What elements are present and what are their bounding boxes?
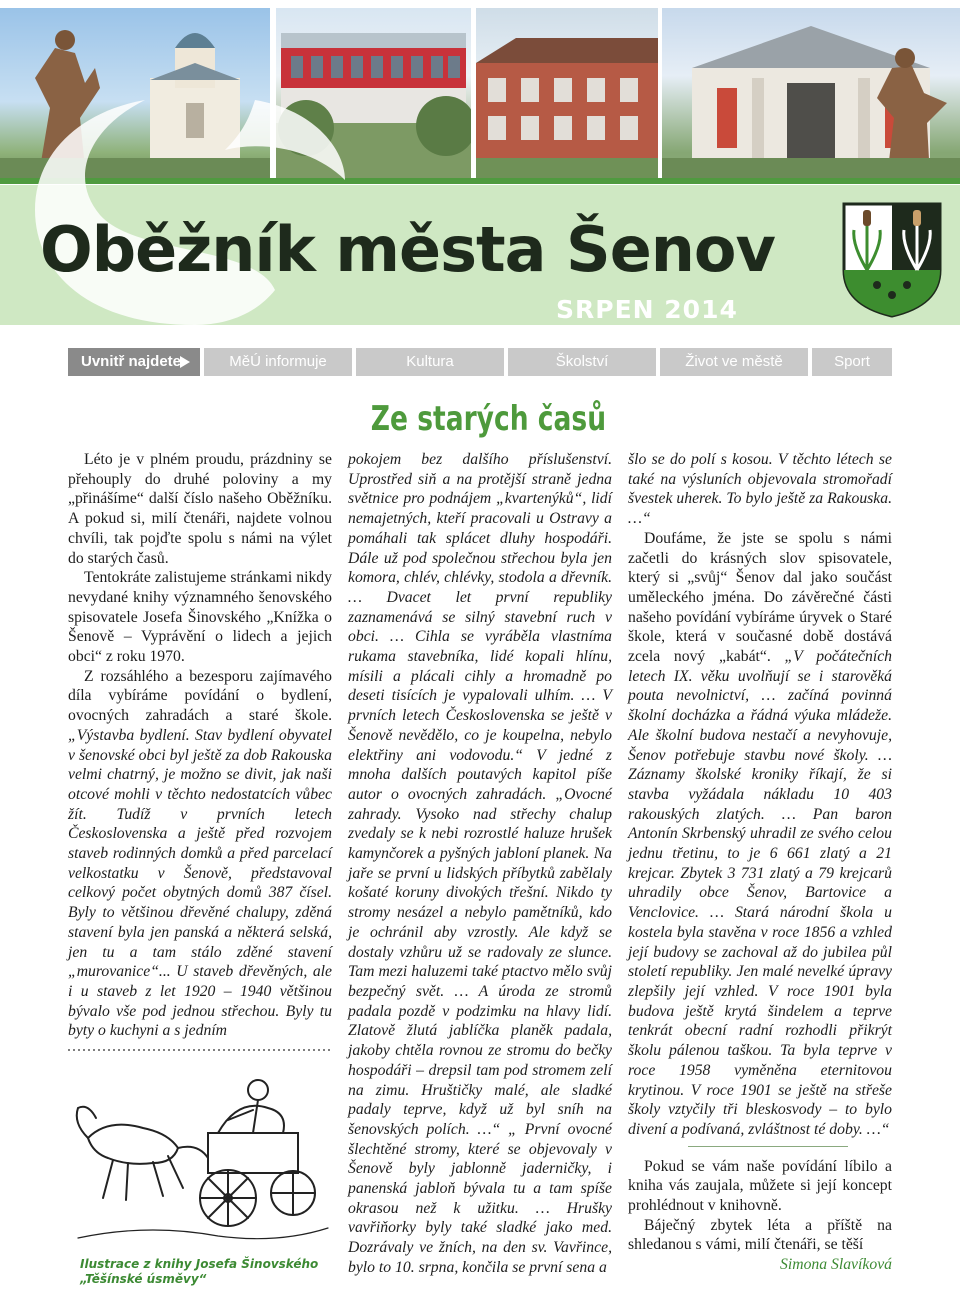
book-paragraph: Tentokráte zalistujeme stránkami nikdy nevydané knihy významného šenovského spisovatele Josefa Šinovského „Knížka o Šenově – Vyprávění o lidech a jejich obci“ z roku 1970.: [68, 569, 332, 666]
town-hall-photo: [476, 8, 658, 178]
contents-label: [68, 348, 200, 376]
housing-intro: Z rozsáhlého a bezesporu zajímavého díla vybíráme povídání o bydlení, ovocných zahradách a staré škole.: [68, 667, 332, 725]
masthead: [0, 0, 960, 330]
school-quote: „V počátečních letech IX. věku uvolňují se i starověká pouta nevolnictví, … začíná povinná školní docházka a řádná výuka mládeže. Ale školní budova nestačí a nevyhovuje, Šenov potřebuje stavbu nové školy. … Záznamy školské kroniky říkají, že si stavba vyžádala nákladu 10 403 rakouských zlatých. … Pan baron Antonín Skrbenský uhradil ze svého celou jednu třetinu, to je 6 661 zlatý a 21 krejcar. Zbytek 3 731 zlatý a 79 krejcarů uhradily obce Šenov, Bartovice a Venclovice. … Stará národní škola u kostela byla stavěna v roce 1856 a vzhled její budovy se zachoval až do jubilea půl století republiky. Jen malé nevelké úpravy zlepšily její vzhled. V roce 1901 byla budova ještě krytá šindelem a teprve tenkrát obecní radní rozhodli přikrýt školu pálenou taškou. Ta byla teprve v roce 1958 vyměněna eternitovou krytinou. V roce 1901 se ještě na střeše školy vztyčily tři bleskosvody – to bylo divení a podívaná, zvláštnost té doby. …“: [628, 648, 893, 1138]
farewell-paragraph: Báječný zbytek léta a příště na shledanou s vámi, milí čtenáři, se těší: [628, 1216, 892, 1254]
article-heading: Ze starých časů: [370, 399, 607, 439]
intro-paragraph: Léto je v plném proudu, prázdniny se přehouply do druhé poloviny a my „přinášíme“ další číslo našeho Oběžníku. A pokud si, milí čtenáři, najdete volnou chvíli, tak pojďte spolu s námi na výlet do starých časů.: [68, 451, 332, 567]
nav-item-zivot-ve-meste[interactable]: Život ve městě: [660, 348, 808, 376]
housing-paragraph: [68, 667, 332, 1041]
nav-item-meu-informuje[interactable]: MěÚ informuje: [204, 348, 352, 376]
arrow-right-icon: [180, 356, 190, 368]
illustration-caption: Ilustrace z knihy Josefa Šinovského „Těšínské úsměvy“: [80, 1257, 319, 1286]
author-signature: Simona Slavíková: [780, 1256, 892, 1274]
town-crest-icon: [842, 200, 942, 318]
column-2-text: pokojem bez dalšího příslušenství. Uprostřed siň a na protější straně jedna světnice pro podnájem „kvartenýků“, lidí nemajetných, kteří pracovali u Ostravy a pomáhali tak splácet dluhy hospodáři. Dále už pod společnou střechou byla jen komora, chlév, chlévky, stodola a dřevník. … Dvacet let první republiky zaznamenává se silný stavební ruch v obci. … Cihla se vyráběla vlastníma rukama stavebníka, lidé kopali hlínu, mísili a plácali cihly a hromadně po deseti tisících je vypalovali ulhím. … V prvních letech Československa se ještě v Šenově nevědělo, co je koupelna, nebylo elektřiny ani vodovodu.“ V jedné z mnoha dalších poutavých kapitol píše autor o ovocných zahradách. „Ovocné zahrady. Vysoko nad střechy chalup zvedaly se k nebi rozrostlé haluze hrušek kamynčorek a pyšných jabloní planek. Na jaře se první u lidských příbytků zabělaly košaté koruny divokých třešní. Nikdo ty stromy nesázel a nebylo pamětníků, kdo je ochránil aby vzrostly. Ale když se dostaly vzhůru už se radovaly ze slunce. Tam mezi haluzemi také ptactvo mělo svůj bezpečný svět. … A úroda ze stromů padala pozdě v podzimku na hlavy lidí. Zlatově žlutá jablíčka planěk padala, jakoby chtěla rovnou ze stromu do bečky hospodáři – drepsil tam pod stromem zelí na zimu. Hruštičky malé, ale sladké padaly teprve, když už byl sníh na šenovských polích. …“ „ První ovocné šlechtěné stromy, které se objevovaly v Šenově byly jablonně jaderničky, i panenská jabloň bývala tu a tam spíše okrasou než k užitku. … Hrušky vavřiňorky byly také sladké jako med. Dozrávaly ve žních, na den sv. Vavřince, bylo to 10. srpna, končila se první sena a: [348, 451, 612, 1276]
closing-divider: [688, 1146, 848, 1147]
orchard-quote-end: šlo se do polí s kosou. V těchto létech se také na výsluních objevovala stromořadí švestek uherek. To bylo ještě za Rakouska. …“: [628, 451, 892, 528]
contents-nav: [68, 348, 892, 376]
library-paragraph: Pokud se vám naše povídání líbilo a kniha vás zaujala, můžete si její koncept prohlédnout v knihovně.: [628, 1157, 892, 1215]
article-column-1: [68, 450, 332, 1041]
contents-label-text: Uvnitř najdete: [81, 353, 182, 370]
article-column-3: [628, 450, 892, 1275]
nav-item-skolstvi[interactable]: Školství: [508, 348, 656, 376]
nav-item-sport[interactable]: Sport: [812, 348, 892, 376]
old-school-photo: [662, 8, 960, 178]
article-column-2: [348, 450, 612, 1278]
issue-date: SRPEN 2014: [556, 295, 738, 324]
school-paragraph: [628, 529, 892, 1140]
housing-quote: „Výstavba bydlení. Stav bydlení obyvatel v šenovské obci byl ještě za dob Rakouska velmi chatrný, je možno se divit, jak naši otcové mohli v těchto nedostatcích vůbec žít. Tudíž v prvních letech Československa a ještě před rozvojem staveb rodinných domků a před parcelací velkostatku v Šenově, představoval celkový počet obytných domů 387 čísel. Byly to většinou dřevěné chalupy, zděná stavení byla jen panská a některá selská, jen tu a tam stálo zděné stavení „murovanice“... U staveb dřevěných, ale i u staveb z let 1920 – 1940 většinou bývalo vše pod jednou střechou. Byly tu byty o kuchyni a s jedním: [68, 726, 332, 1040]
newsletter-title: Oběžník města Šenov: [40, 213, 775, 286]
school-intro: Doufáme, že jste se spolu s námi začetli do krásných slov spisovatele, který si „svůj“ Šenov dal jako součást uměleckého jména. Do závěrečné části našeho povídání vybíráme úryvek o Staré škole, která v současné době dostává zcela nový „kabát“.: [628, 529, 892, 666]
nav-item-kultura[interactable]: Kultura: [356, 348, 504, 376]
